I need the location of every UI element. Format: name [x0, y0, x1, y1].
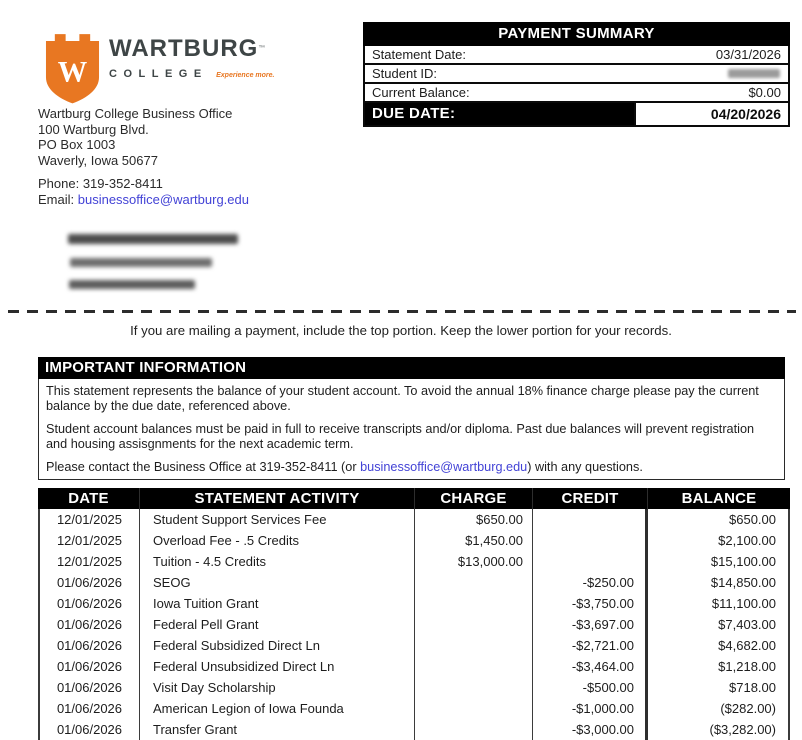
- table-row: [38, 719, 790, 740]
- student-id-label: Student ID:: [372, 66, 438, 81]
- table-row: [38, 656, 790, 677]
- recipient-address-redacted: [68, 234, 238, 289]
- cell-credit: -$500.00: [533, 677, 648, 698]
- logo-tagline: Experience more.: [216, 72, 275, 79]
- trademark-symbol: ™: [258, 45, 267, 52]
- due-date-label: DUE DATE:: [365, 103, 634, 125]
- phone-label: Phone:: [38, 176, 80, 191]
- email-link[interactable]: businessoffice@wartburg.edu: [360, 460, 528, 475]
- contact-text-after: ) with any questions.: [527, 460, 643, 475]
- header-date: DATE: [38, 488, 140, 509]
- statement-date-label: Statement Date:: [372, 47, 466, 62]
- statement-date-row: [363, 46, 790, 65]
- cell-date: 12/01/2025: [38, 509, 140, 530]
- cell-date: 01/06/2026: [38, 614, 140, 635]
- payment-summary-table: [363, 22, 790, 127]
- cell-date: 12/01/2025: [38, 530, 140, 551]
- important-information-title: IMPORTANT INFORMATION: [38, 357, 785, 379]
- table-row: [38, 677, 790, 698]
- cell-activity: Iowa Tuition Grant: [140, 593, 415, 614]
- cell-date: 01/06/2026: [38, 572, 140, 593]
- cell-credit: -$3,750.00: [533, 593, 648, 614]
- table-row: [38, 698, 790, 719]
- cell-date: 01/06/2026: [38, 656, 140, 677]
- mailing-instruction: If you are mailing a payment, include the top portion. Keep the lower portion for your records.: [130, 323, 672, 338]
- svg-text:W: W: [57, 56, 88, 89]
- statement-activity-table: [38, 488, 790, 740]
- cell-activity: SEOG: [140, 572, 415, 593]
- redacted-line: [69, 280, 195, 289]
- cell-credit: -$3,697.00: [533, 614, 648, 635]
- cell-activity: American Legion of Iowa Founda: [140, 698, 415, 719]
- cell-balance: $2,100.00: [648, 530, 790, 551]
- wartburg-shield-icon: [45, 33, 100, 104]
- cell-credit: -$1,000.00: [533, 698, 648, 719]
- tear-line: [8, 310, 796, 313]
- cell-credit: -$250.00: [533, 572, 648, 593]
- table-row: [38, 551, 790, 572]
- sender-pobox-line: PO Box 1003: [38, 137, 116, 152]
- cell-charge: [415, 572, 533, 593]
- email-link[interactable]: businessoffice@wartburg.edu: [77, 191, 249, 207]
- cell-balance: $4,682.00: [648, 635, 790, 656]
- sender-address: [38, 106, 232, 168]
- cell-charge: [415, 656, 533, 677]
- cell-date: 01/06/2026: [38, 677, 140, 698]
- cell-credit: -$2,721.00: [533, 635, 648, 656]
- cell-credit: -$3,000.00: [533, 719, 648, 740]
- cell-activity: Tuition - 4.5 Credits: [140, 551, 415, 572]
- current-balance-label: Current Balance:: [372, 85, 470, 100]
- cell-charge: $13,000.00: [415, 551, 533, 572]
- cell-balance: $15,100.00: [648, 551, 790, 572]
- cell-activity: Federal Unsubsidized Direct Ln: [140, 656, 415, 677]
- cell-activity: Overload Fee - .5 Credits: [140, 530, 415, 551]
- important-information-body: [38, 379, 785, 480]
- redacted-line: [70, 258, 212, 267]
- cell-date: 01/06/2026: [38, 593, 140, 614]
- table-row: [38, 593, 790, 614]
- cell-date: 01/06/2026: [38, 719, 140, 740]
- header-statement-activity: STATEMENT ACTIVITY: [140, 488, 415, 509]
- sender-office-line: Wartburg College Business Office: [38, 106, 233, 121]
- table-row: [38, 572, 790, 593]
- cell-activity: Visit Day Scholarship: [140, 677, 415, 698]
- header-charge: CHARGE: [415, 488, 533, 509]
- cell-balance: $11,100.00: [648, 593, 790, 614]
- cell-charge: $1,450.00: [415, 530, 533, 551]
- cell-credit: [533, 530, 648, 551]
- cell-activity: Federal Pell Grant: [140, 614, 415, 635]
- statement-date-value: 03/31/2026: [715, 47, 781, 62]
- wartburg-logo: [45, 33, 275, 104]
- due-date-value: 04/20/2026: [634, 103, 788, 125]
- header-balance: BALANCE: [681, 490, 757, 507]
- cell-charge: [415, 677, 533, 698]
- logo-college-text: COLLEGE: [109, 68, 208, 80]
- cell-credit: [533, 509, 648, 530]
- important-information-section: [38, 357, 785, 480]
- cell-balance: $7,403.00: [648, 614, 790, 635]
- current-balance-row: [363, 84, 790, 103]
- table-row: [38, 614, 790, 635]
- cell-date: 01/06/2026: [38, 635, 140, 656]
- email-label: Email:: [38, 191, 75, 207]
- cell-charge: [415, 593, 533, 614]
- table-row: [38, 530, 790, 551]
- header-credit: CREDIT: [533, 488, 648, 509]
- sender-contact: [38, 176, 249, 207]
- cell-charge: [415, 698, 533, 719]
- cell-charge: [415, 614, 533, 635]
- redacted-line: [68, 234, 238, 244]
- contact-text-before: Please contact the Business Office at 319-352-8411 (or: [46, 460, 361, 475]
- table-row: [38, 635, 790, 656]
- cell-charge: [415, 635, 533, 656]
- student-id-row: [363, 65, 790, 84]
- logo-wordmark: [109, 37, 275, 61]
- sender-phone: [38, 176, 249, 192]
- cell-date: 01/06/2026: [38, 698, 140, 719]
- cell-balance: $650.00: [648, 509, 790, 530]
- info-paragraph-balances: Student account balances must be paid in full to receive transcripts and/or diploma. Past due balances will prevent registration and housing assisgnments for the next academic term.: [46, 422, 755, 452]
- cell-activity: Transfer Grant: [140, 719, 415, 740]
- activity-table-body: [38, 509, 790, 740]
- sender-email: [38, 192, 249, 208]
- cell-activity: Student Support Services Fee: [140, 509, 415, 530]
- phone-number: 319-352-8411: [82, 176, 163, 191]
- current-balance-value: $0.00: [748, 85, 781, 100]
- logo-wordmark-text: WARTBURG: [109, 35, 259, 62]
- table-row: [38, 509, 790, 530]
- cell-balance: $14,850.00: [648, 572, 790, 593]
- cell-balance: $1,218.00: [648, 656, 790, 677]
- cell-balance: ($3,282.00): [648, 719, 790, 740]
- payment-summary-title: PAYMENT SUMMARY: [363, 22, 790, 46]
- cell-balance: ($282.00): [648, 698, 790, 719]
- info-paragraph-contact: [46, 460, 776, 475]
- cell-balance: $718.00: [648, 677, 790, 698]
- cell-activity: Federal Subsidized Direct Ln: [140, 635, 415, 656]
- cell-charge: $650.00: [415, 509, 533, 530]
- due-date-row: [363, 103, 790, 127]
- sender-street-line: 100 Wartburg Blvd.: [38, 121, 149, 137]
- student-id-redacted: [728, 69, 780, 78]
- info-paragraph-finance-charge: This statement represents the balance of your student account. To avoid the annual 18% finance charge please pay the current balance by the due date, referenced above.: [46, 384, 759, 414]
- sender-city-line: Waverly, Iowa 50677: [38, 152, 158, 168]
- activity-table-header: [38, 488, 790, 509]
- cell-charge: [415, 719, 533, 740]
- cell-date: 12/01/2025: [38, 551, 140, 572]
- cell-credit: -$3,464.00: [533, 656, 648, 677]
- cell-credit: [533, 551, 648, 572]
